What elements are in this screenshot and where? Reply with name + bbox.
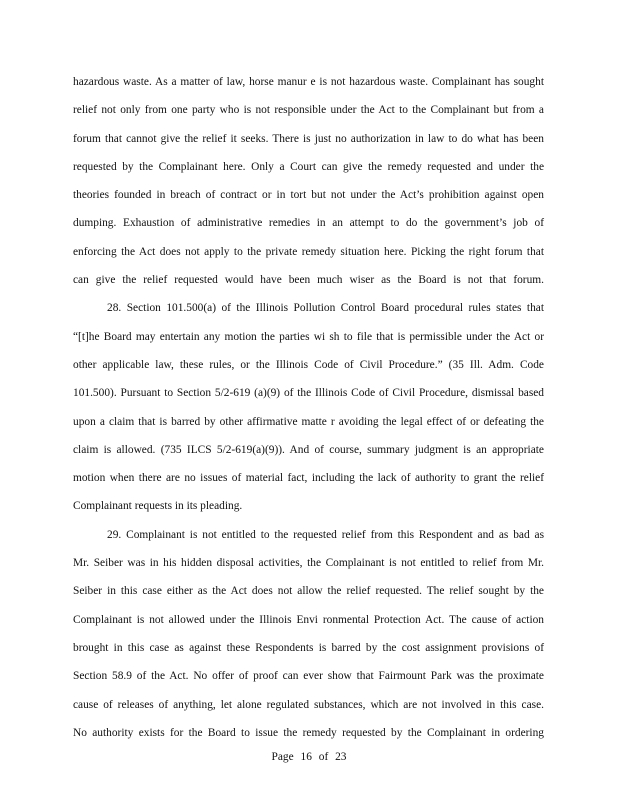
- text-line: enforcing the Act does not apply to the private remedy situation here. Picking the right forum that: [73, 245, 544, 258]
- paragraph-29-start: 29. Complainant is not entitled to the requested relief from this Respondent and as bad as: [107, 528, 544, 541]
- text-line: Mr. Seiber was in his hidden disposal activities, the Complainant is not entitled to relief from Mr.: [73, 557, 544, 570]
- text-line: 101.500). Pursuant to Section 5/2-619 (a)(9) of the Illinois Code of Civil Procedure, dismissal based: [73, 387, 544, 400]
- text-line: Seiber in this case either as the Act does not allow the relief requested. The relief sought by the: [73, 585, 544, 598]
- text-line: can give the relief requested would have been much wiser as the Board is not that forum.: [73, 274, 544, 287]
- of-label: of: [318, 751, 329, 763]
- text-line: Complainant requests in its pleading.: [73, 500, 243, 513]
- text-line: Complainant is not allowed under the Illinois Envi ronmental Protection Act. The cause of action: [73, 613, 544, 626]
- text-line: dumping. Exhaustion of administrative remedies in an attempt to do the government’s job of: [73, 217, 544, 230]
- text-line: “[t]he Board may entertain any motion the parties wi sh to file that is permissible under the Act or: [73, 330, 544, 343]
- text-line: motion when there are no issues of material fact, including the lack of authority to grant the relief: [73, 472, 544, 485]
- page-total: 23: [335, 751, 347, 763]
- text-line: forum that cannot give the relief it seeks. There is just no authorization in law to do what has been: [73, 132, 544, 145]
- document-body: [73, 68, 544, 747]
- text-line: relief not only from one party who is not responsible under the Act to the Complainant but from a: [73, 104, 544, 117]
- paragraph-28-start: 28. Section 101.500(a) of the Illinois Pollution Control Board procedural rules states that: [107, 302, 544, 315]
- page-footer: [0, 751, 618, 763]
- text-line: upon a claim that is barred by other affirmative matte r avoiding the legal effect of or defeating the: [73, 415, 544, 428]
- text-line: No authority exists for the Board to issue the remedy requested by the Complainant in ordering: [73, 726, 544, 739]
- text-line: hazardous waste. As a matter of law, horse manur e is not hazardous waste. Complainant has sought: [73, 76, 544, 88]
- text-line: cause of releases of anything, let alone regulated substances, which are not involved in this case.: [73, 698, 544, 711]
- text-line: requested by the Complainant here. Only a Court can give the remedy requested and under the: [73, 160, 544, 173]
- text-line: Section 58.9 of the Act. No offer of proof can ever show that Fairmount Park was the proximate: [73, 670, 544, 683]
- text-line: other applicable law, these rules, or the Illinois Code of Civil Procedure.” (35 Ill. Adm. Code: [73, 358, 544, 371]
- text-line: claim is allowed. (735 ILCS 5/2-619(a)(9)). And of course, summary judgment is an appropriate: [73, 443, 544, 456]
- page-number: 16: [300, 751, 312, 763]
- text-line: theories founded in breach of contract or in tort but not under the Act’s prohibition against open: [73, 189, 544, 202]
- page-label: Page: [271, 751, 294, 763]
- text-line: brought in this case as against these Respondents is barred by the cost assignment provisions of: [73, 641, 544, 654]
